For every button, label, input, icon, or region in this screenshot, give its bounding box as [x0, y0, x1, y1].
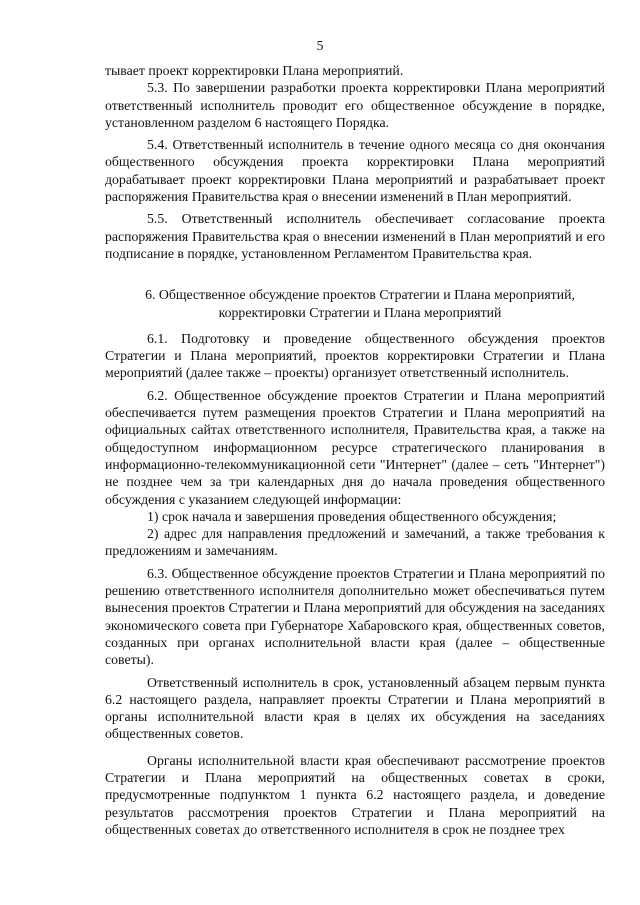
paragraph-6-2: 6.2. Общественное обсуждение проектов Стратегии и Плана мероприятий обеспечивается путем размещения проектов Стратегии и Плана мероприятий на официальных сайтах ответственного исполнителя, Правительства края, а также на общедоступном информационном ресурсе стратегического планирования в информационно-телекоммуникационной сети "Интернет" (далее – сеть "Интернет") не позднее чем за три календарных дня до начала проведения общественного обсуждения с указанием следующей информации:: [105, 387, 605, 507]
paragraph-6-3: 6.3. Общественное обсуждение проектов Стратегии и Плана мероприятий по решению ответственного исполнителя дополнительно может обеспечиваться путем вынесения проектов Стратегии и Плана мероприятий для обсуждения на заседаниях экономического совета при Губернаторе Хабаровского края, общественных советов, созданных при органах исполнительной власти края (далее – общественные советы).: [105, 565, 605, 668]
paragraph-list-item-1: 1) срок начала и завершения проведения общественного обсуждения;: [147, 508, 557, 524]
paragraph-responsible-executor: Ответственный исполнитель в срок, установленный абзацем первым пункта 6.2 настоящего раздела, направляет проекты Стратегии и Плана мероприятий в органы исполнительной власти края в целях их обсуждения на заседаниях общественных советов.: [105, 674, 605, 742]
paragraph-continuation: тывает проект корректировки Плана мероприятий.: [105, 63, 404, 78]
paragraph-executive-bodies: Органы исполнительной власти края обеспечивают рассмотрение проектов Стратегии и Плана мероприятий на общественных советах в сроки, предусмотренные подпунктом 1 пункта 6.2 настоящего раздела, и доведение результатов рассмотрения проектов Стратегии и Плана мероприятий на общественных советах до ответственного исполнителя в срок не позднее трех: [105, 752, 605, 837]
document-body: [105, 62, 605, 838]
paragraph-5-5: 5.5. Ответственный исполнитель обеспечивает согласование проекта распоряжения Правительства края о внесении изменений в План мероприятий и его подписание в порядке, установленном Регламентом Правительства края.: [105, 211, 605, 261]
paragraph-list-item-2: 2) адрес для направления предложений и замечаний, а также требования к предложениям и замечаниям.: [105, 526, 605, 559]
paragraph-5-3: 5.3. По завершении разработки проекта корректировки Плана мероприятий ответственный исполнитель проводит его общественное обсуждение в порядке, установленном разделом 6 настоящего Порядка.: [105, 80, 605, 130]
section-heading: 6. Общественное обсуждение проектов Стратегии и Плана мероприятий, корректировки Стратегии и Плана мероприятий: [145, 287, 575, 320]
paragraph-6-1: 6.1. Подготовку и проведение общественного обсуждения проектов Стратегии и Плана мероприятий, проектов корректировки Стратегии и Плана мероприятий (далее также – проекты) организует ответственный исполнитель.: [105, 330, 605, 381]
page-number: 5: [316, 38, 324, 53]
paragraph-5-4: 5.4. Ответственный исполнитель в течение одного месяца со дня окончания общественного обсуждения проекта корректировки Плана мероприятий дорабатывает проект корректировки Плана мероприятий и разрабатывает проект распоряжения Правительства края о внесении изменений в План мероприятий.: [105, 137, 605, 205]
